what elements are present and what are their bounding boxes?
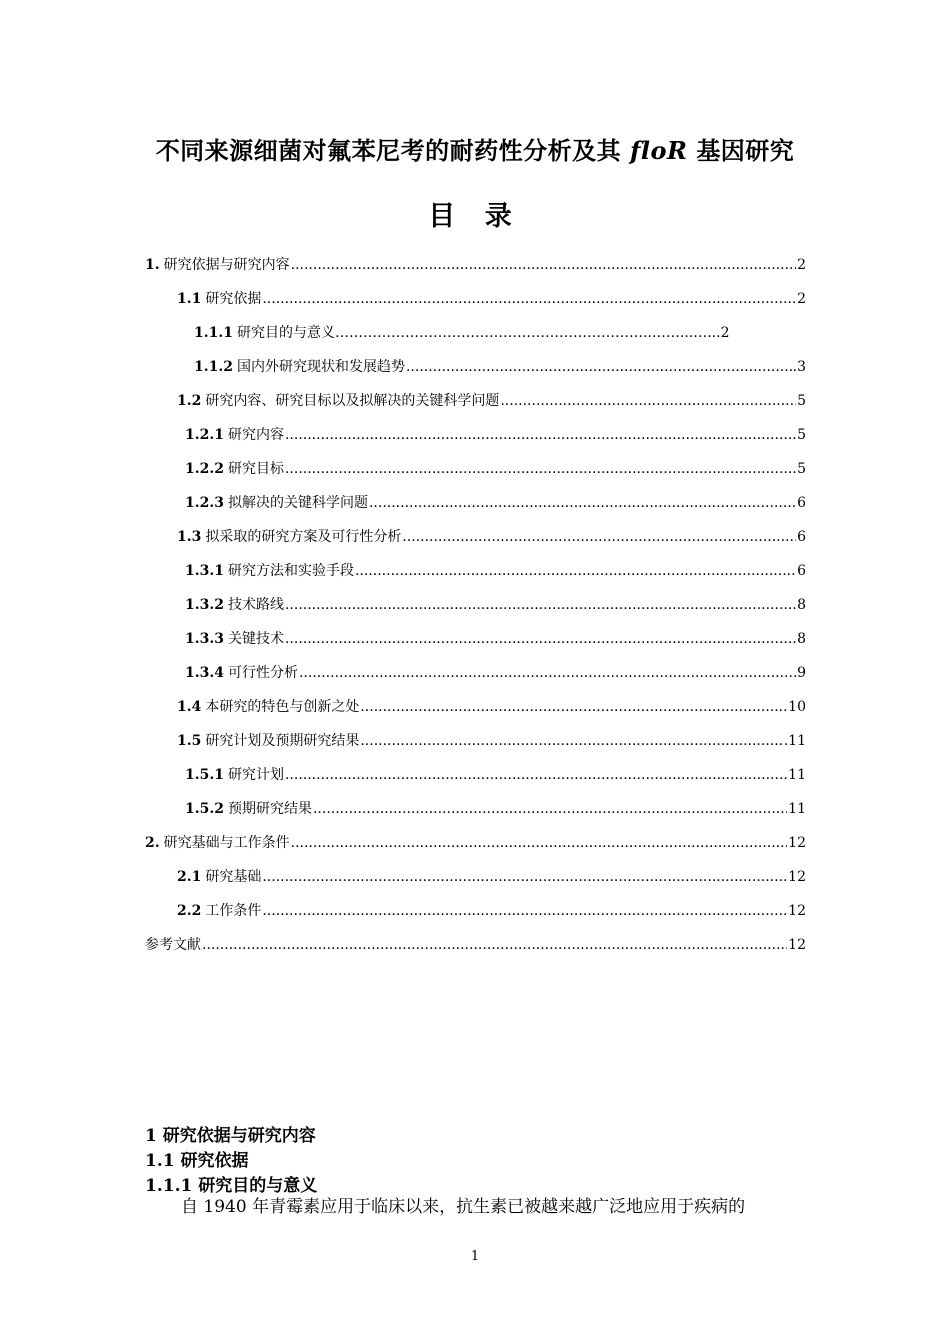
toc-entry-number: 1.2.1 <box>185 427 224 443</box>
toc-leader <box>285 767 787 783</box>
toc-entry[interactable] <box>194 322 806 346</box>
toc-entry-text: 工作条件 <box>205 903 262 919</box>
toc-entry-number: 1.3.2 <box>185 597 224 613</box>
toc-entry[interactable] <box>185 662 806 686</box>
toc-entry-page: 2 <box>797 257 806 273</box>
toc-leader <box>291 257 796 273</box>
toc-entry-page: 5 <box>797 393 806 409</box>
toc-entry-number: 1.3.1 <box>185 563 224 579</box>
toc-leader <box>406 359 792 375</box>
toc-leader <box>500 393 796 409</box>
toc-entry-page: 10 <box>788 699 806 715</box>
toc-entry[interactable] <box>177 288 806 312</box>
toc-entry-page: 12 <box>788 903 806 919</box>
toc-entry[interactable] <box>177 696 806 720</box>
toc-entry[interactable] <box>185 560 806 584</box>
subsection-heading: 1.1 研究依据 <box>145 1151 249 1171</box>
toc-leader <box>202 937 787 953</box>
title-suffix: 基因研究 <box>696 136 795 165</box>
toc-leader <box>360 699 787 715</box>
toc-leader <box>285 631 796 647</box>
toc-entry-number: 1.1.1 <box>194 325 233 341</box>
toc-entry-page: 8 <box>797 597 806 613</box>
toc-entry-number: 1.3.3 <box>185 631 224 647</box>
toc-entry-number: 1. <box>145 257 160 273</box>
toc-entry[interactable] <box>185 458 806 482</box>
toc-entry[interactable] <box>185 492 806 516</box>
toc-heading: 目 录 <box>428 201 522 232</box>
toc-leader <box>285 461 796 477</box>
toc-entry-page: 5 <box>797 461 806 477</box>
body-paragraph: 自 1940 年青霉素应用于临床以来，抗生素已被越来越广泛地应用于疾病的 <box>181 1197 746 1217</box>
toc-leader <box>402 529 796 545</box>
toc-entry[interactable] <box>177 900 806 924</box>
toc-entry-text: 拟采取的研究方案及可行性分析 <box>205 529 402 545</box>
toc-entry-page: 6 <box>797 563 806 579</box>
toc-entry-page: .3 <box>792 359 806 375</box>
toc-entry[interactable] <box>145 934 806 958</box>
toc-leader <box>262 869 787 885</box>
toc-entry-text: 拟解决的关键科学问题 <box>227 495 368 511</box>
section-heading: 1 研究依据与研究内容 <box>145 1126 316 1146</box>
toc-entry[interactable] <box>145 254 806 278</box>
toc-entry-page: 11 <box>788 767 806 783</box>
toc-entry-text: 参考文献 <box>145 937 201 953</box>
toc-entry-number: 1.4 <box>177 699 202 715</box>
toc-entry-text: 研究基础 <box>205 869 262 885</box>
toc-entry[interactable] <box>177 730 806 754</box>
toc-entry[interactable] <box>177 866 806 890</box>
toc-entry-text: 技术路线 <box>227 597 284 613</box>
toc-entry[interactable] <box>185 424 806 448</box>
toc-leader <box>285 597 796 613</box>
toc-entry-number: 1.1.2 <box>194 359 233 375</box>
toc-leader <box>262 291 796 307</box>
toc-leader <box>262 903 787 919</box>
toc-entry-number: 1.3 <box>177 529 202 545</box>
toc-entry-text: 国内外研究现状和发展趋势 <box>236 359 405 375</box>
toc-entry-text: 研究基础与工作条件 <box>163 835 290 851</box>
toc-entry-page: 6 <box>797 495 806 511</box>
toc-entry-number: 1.5.2 <box>185 801 224 817</box>
toc-entry-text: 研究目的与意义……………………… <box>236 325 461 341</box>
toc-entry-page: 8 <box>797 631 806 647</box>
toc-entry[interactable] <box>194 356 806 380</box>
document-title <box>0 131 950 166</box>
title-gene: floR <box>630 136 688 165</box>
toc-entry-number: 1.2.3 <box>185 495 224 511</box>
toc-entry-number: 2.2 <box>177 903 202 919</box>
toc-entry[interactable] <box>185 628 806 652</box>
toc-entry-page: .11 <box>783 733 806 749</box>
toc-entry-number: 1.2.2 <box>185 461 224 477</box>
toc-entry-text: 研究目标 <box>227 461 284 477</box>
toc-entry-text: 研究内容、研究目标以及拟解决的关键科学问题 <box>205 393 500 409</box>
toc-leader <box>299 665 796 681</box>
toc-entry-page: 12 <box>788 835 806 851</box>
toc-leader <box>285 427 796 443</box>
toc-entry-number: 1.5 <box>177 733 202 749</box>
toc-entry-text: 研究依据与研究内容 <box>163 257 290 273</box>
toc-leader <box>291 835 788 851</box>
toc-entry-text: 本研究的特色与创新之处 <box>205 699 360 715</box>
title-prefix: 不同来源细菌对氟苯尼考的耐药性分析及其 <box>155 136 622 165</box>
toc-entry-text: 研究方法和实验手段 <box>227 563 354 579</box>
toc-entry-page: 12 <box>788 869 806 885</box>
subsubsection-heading: 1.1.1 研究目的与意义 <box>145 1176 318 1196</box>
toc-entry-number: 1.2 <box>177 393 202 409</box>
toc-entry[interactable] <box>185 594 806 618</box>
toc-entry-text: 研究计划及预期研究结果 <box>205 733 360 749</box>
toc-entry[interactable] <box>177 526 806 550</box>
toc-entry-page: 2 <box>797 291 806 307</box>
toc-entry-page: …………………………………..……...…...2 <box>460 325 730 341</box>
toc-entry-text: 可行性分析 <box>227 665 298 681</box>
toc-leader <box>369 495 796 511</box>
toc-leader <box>313 801 787 817</box>
toc-leader <box>355 563 796 579</box>
toc-entry-text: 研究依据 <box>205 291 262 307</box>
toc-entry[interactable] <box>177 390 806 414</box>
toc-entry-page: 11 <box>788 801 806 817</box>
toc-entry-text: 预期研究结果 <box>227 801 312 817</box>
toc-entry-text: 研究计划 <box>227 767 284 783</box>
toc-entry-number: 1.5.1 <box>185 767 224 783</box>
toc-entry[interactable] <box>145 832 806 856</box>
page-number: 1 <box>470 1249 480 1264</box>
toc-entry-number: 2.1 <box>177 869 202 885</box>
toc-entry-page: 6 <box>797 529 806 545</box>
toc-entry-text: 关键技术 <box>227 631 284 647</box>
toc-entry-text: 研究内容 <box>227 427 284 443</box>
toc-entry-page: 9 <box>797 665 806 681</box>
toc-entry[interactable] <box>185 798 806 822</box>
toc-entry-number: 1.3.4 <box>185 665 224 681</box>
toc-leader <box>360 733 782 749</box>
toc-entry-number: 1.1 <box>177 291 202 307</box>
toc-entry-page: 5 <box>797 427 806 443</box>
toc-entry-number: 2. <box>145 835 160 851</box>
toc-entry-page: 12 <box>788 937 806 953</box>
toc-entry[interactable] <box>185 764 806 788</box>
